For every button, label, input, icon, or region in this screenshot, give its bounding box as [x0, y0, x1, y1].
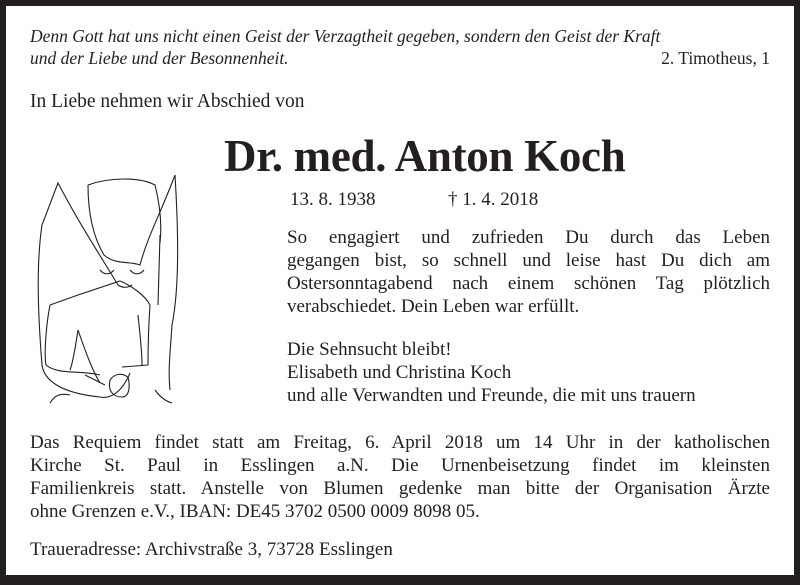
notice-line: ohne Grenzen e.V., IBAN: DE45 3702 0500 0009 8098 05. — [30, 501, 480, 522]
bible-reference: 2. Timotheus, 1 — [661, 48, 770, 68]
deceased-name: Dr. med. Anton Koch — [224, 131, 626, 181]
mourning-address: Traueradresse: Archivstraße 3, 73728 Esslingen — [30, 539, 393, 560]
death-date: † 1. 4. 2018 — [448, 189, 539, 210]
mourners-line: Elisabeth und Christina Koch — [287, 362, 512, 383]
poem-line: verabschiedet. Dein Leben war erfüllt. — [287, 296, 580, 317]
birth-date: 13. 8. 1938 — [290, 189, 376, 210]
notice-line: Familienkreis statt. Anstelle von Blumen gedenke man bitte der Organisation Ärzte — [30, 478, 770, 499]
notice-line: Das Requiem findet statt am Freitag, 6. April 2018 um 14 Uhr in der katholischen — [30, 432, 770, 453]
poem-line: So engagiert und zufrieden Du durch das Leben — [287, 227, 770, 248]
bible-quote-line-1: Denn Gott hat uns nicht einen Geist der Verzagtheit gegeben, sondern den Geist der Kraft — [30, 26, 661, 46]
intro-text: In Liebe nehmen wir Abschied von — [30, 91, 305, 112]
poem — [287, 226, 770, 318]
mourners-line: Die Sehnsucht bleibt! — [287, 339, 452, 360]
notice-line: Kirche St. Paul in Esslingen a.N. Die Urnenbeisetzung findet im kleinsten — [30, 455, 770, 476]
poem-line: gegangen bist, so schnell und leise hast Du dich am — [287, 250, 770, 271]
service-notice — [30, 431, 770, 523]
mourners — [287, 338, 696, 407]
bible-quote-line-2: und der Liebe und der Besonnenheit. — [30, 48, 289, 68]
angel-drawing — [30, 165, 200, 405]
mourners-line: und alle Verwandten und Freunde, die mit uns trauern — [287, 385, 696, 406]
poem-line: Ostersonntagabend nach einem schönen Tag plötzlich — [287, 273, 770, 294]
